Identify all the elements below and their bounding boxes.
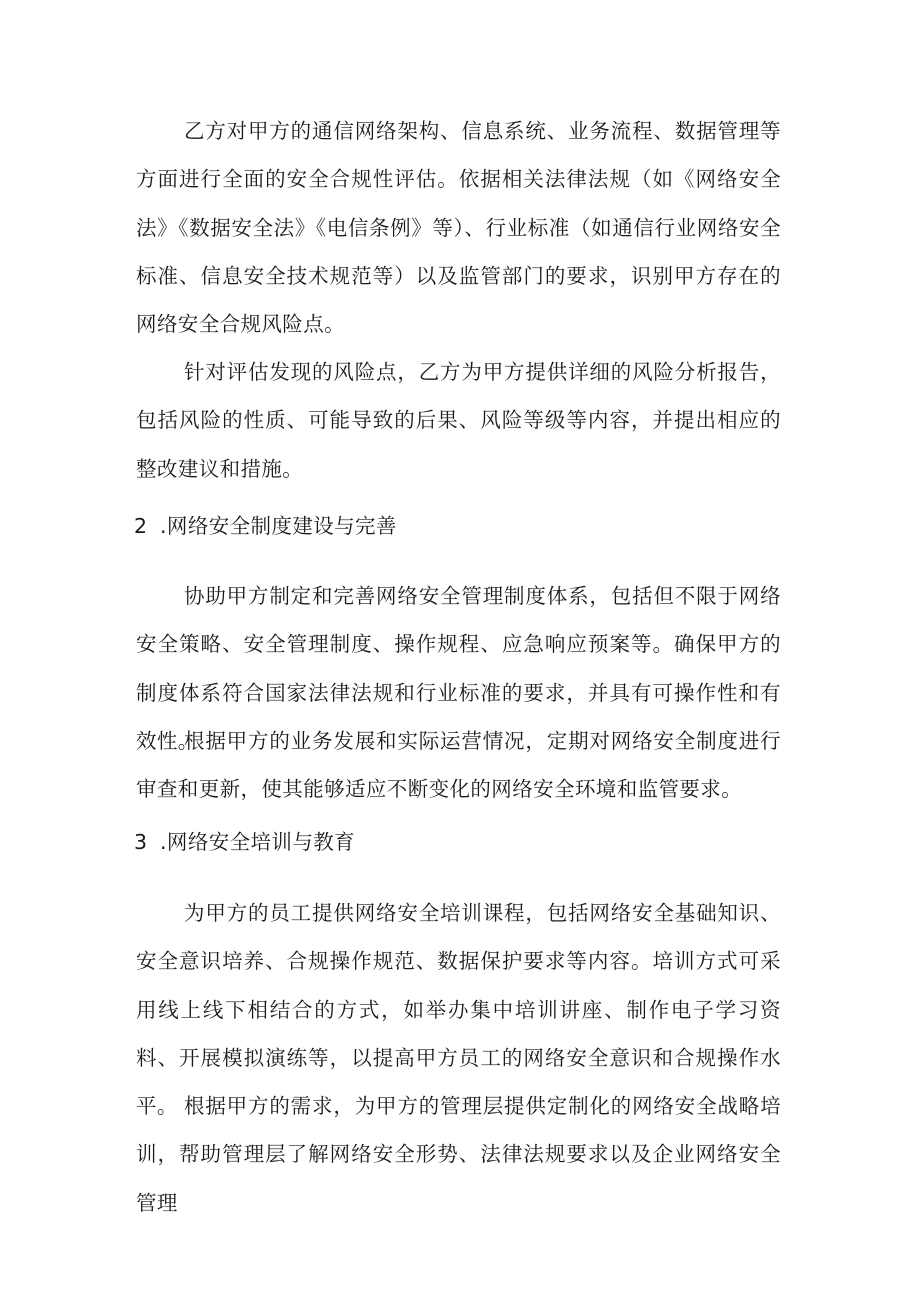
section-number: 2	[134, 514, 148, 538]
section-title: .网络安全培训与教育	[160, 830, 356, 854]
paragraph-staff-training: 为甲方的员工提供网络安全培训课程，包括网络安全基础知识、安全意识培养、合规操作规范、数据保护要求等内容。培训方式可采用线上线下相结合的方式，如举办集中培训讲座、制作电子学习资料、开展模拟演练等，以提高甲方员工的网络安全意识和合规操作水平。	[136, 901, 781, 1119]
paragraph-risk-report: 针对评估发现的风险点，乙方为甲方提供详细的风险分析报告，包括风险的性质、可能导致的后果、风险等级等内容，并提出相应的整改建议和措施。	[136, 360, 781, 481]
paragraph-management-training: 根据甲方的需求，为甲方的管理层提供定制化的网络安全战略培训，帮助管理层了解网络安全形势、法律法规要求以及企业网络安全管理	[136, 1094, 781, 1215]
section-heading-3	[134, 826, 355, 858]
paragraph-compliance-assessment: 乙方对甲方的通信网络架构、信息系统、业务流程、数据管理等方面进行全面的安全合规性评估。依据相关法律法规（如《网络安全法》《数据安全法》《电信条例》等）、行业标准（如通信行业网络安全标准、信息安全技术规范等）以及监管部门的要求，识别甲方存在的网络安全合规风险点。	[136, 119, 781, 337]
paragraph-policy-review: 根据甲方的业务发展和实际运营情况，定期对网络安全制度进行审查和更新，使其能够适应不断变化的网络安全环境和监管要求。	[136, 729, 781, 802]
section-number: 3	[134, 830, 148, 854]
section-title: .网络安全制度建设与完善	[160, 514, 397, 538]
section-heading-2	[134, 510, 397, 542]
paragraph-policy-system: 协助甲方制定和完善网络安全管理制度体系，包括但不限于网络安全策略、安全管理制度、操作规程、应急响应预案等。确保甲方的制度体系符合国家法律法规和行业标准的要求，并具有可操作性和有效性。	[136, 584, 781, 753]
